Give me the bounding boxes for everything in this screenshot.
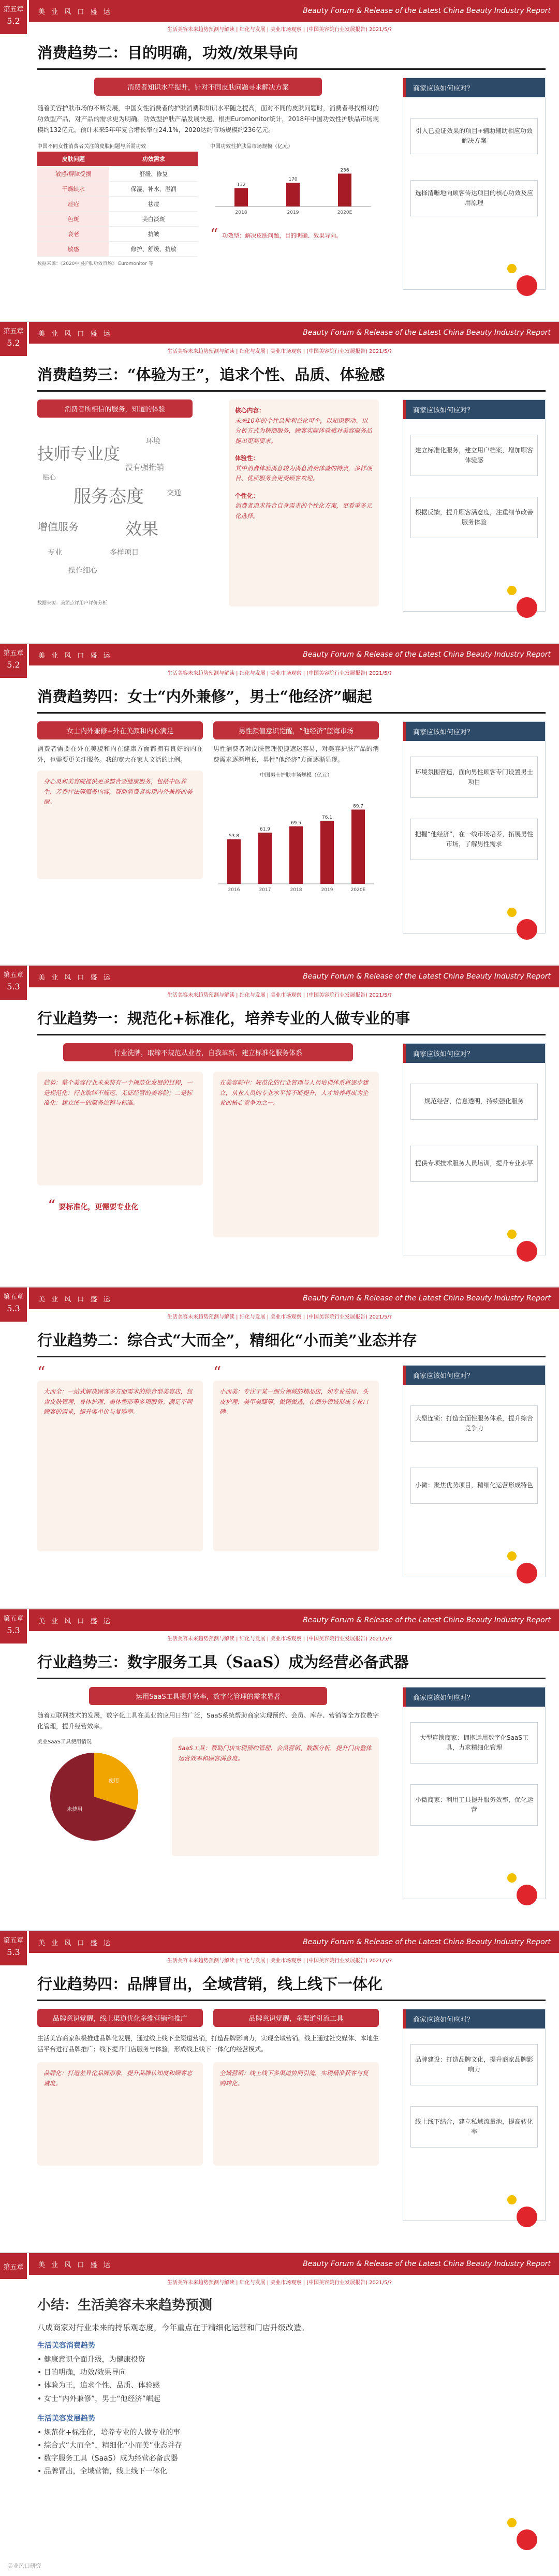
insight-card: 趋势：整个美容行业未来将有一个规范化发展的过程，一是规范化：行业取缔不规范、无证经营的美容院；二是标准化：建立统一的服务流程与标准。	[37, 1072, 203, 1186]
key-point-pill: 品牌意识觉醒，多渠道引流工具	[213, 2009, 379, 2027]
decor-dots	[507, 586, 538, 622]
table-row: 干燥缺水 保湿、补水、滋润	[37, 182, 198, 197]
title-rule	[37, 2000, 546, 2001]
chapter-badge: 第五章 5.3	[0, 1931, 29, 1965]
list-item: • 健康意识全面升级，为健康投资	[37, 2353, 522, 2366]
body-text: 男性消费者对皮肤管理便捷遮迷容易，对美容护肤产品的消费需求逐渐增长，男性“他经济”方面逐渐显现。	[213, 745, 379, 763]
bar-value-label: 53.8	[228, 833, 240, 839]
slide-consumer-trend-3	[0, 322, 559, 644]
word: 多样项目	[110, 549, 139, 557]
chart-title: 中国功效性护肤品市场规模（亿元）	[210, 144, 293, 150]
list-item: • 体验为王，追求个性、品质、体验感	[37, 2379, 522, 2392]
slide-industry-trend-2	[0, 1287, 559, 1609]
sub-header: 生活美容未来趋势预测与解读 | 细化与发展 | 美业市场观察 | (中国美容院行业发展报告) 2021/5/?	[167, 1314, 392, 1320]
response-item: 品牌建设：打造品牌文化，提升商家品牌影响力	[410, 2044, 538, 2085]
key-point-pill: 运用SaaS工具提升效率，数字化管理的需求显著	[89, 1687, 327, 1705]
summary-list	[37, 2426, 522, 2479]
bar	[258, 833, 272, 884]
skin-issues-table: 皮肤问题 功效需求 敏感/屏障受损 舒缓、修复 干燥缺水 保湿、补水、滋润 痤疮 祛痘 色斑 美白淡斑 衰老 抗皱 敏感 修护、舒缓、抗敏	[37, 152, 198, 257]
insight-card: 全域营销：线上线下多渠道协同引流，实现精准获客与复购转化。	[213, 2062, 379, 2166]
bar	[351, 809, 365, 884]
bar	[286, 183, 300, 206]
summary-list	[37, 2353, 522, 2406]
quote-mark: “	[210, 226, 218, 244]
summary-intro: 八成商家对行业未来的持乐观态度，今年重点在于精细化运营和门店升级改造。	[37, 2323, 310, 2332]
word-cloud	[37, 431, 208, 586]
table-row: 色斑 美白淡斑	[37, 212, 198, 227]
word: 没有强推销	[125, 463, 165, 472]
sub-header: 生活美容未来趋势预测与解读 | 细化与发展 | 美业市场观察 | (中国美容院行业发展报告) 2021/5/?	[167, 993, 392, 998]
response-item: 把握“他经济”，在一线市场培养，拓展男性市场，了解男性需求	[410, 819, 538, 860]
response-panel: 商家应该如何应对？ 大型连锁商家：拥抱运用数字化SaaS工具，力求精细化管理 小微商家：利用工具提升服务效率，优化运营	[403, 1687, 546, 1899]
top-bar: 美 业 风 口 盛 运 Beauty Forum & Release of the Latest China Beauty Industry Report	[0, 2253, 559, 2275]
decor-dots	[507, 1551, 538, 1588]
sub-header: 生活美容未来趋势预测与解读 | 细化与发展 | 美业市场观察 | (中国美容院行业发展报告) 2021/5/?	[167, 349, 392, 354]
insight-card: 在美容院中：规范化的行业管理与人员培训体系将逐步建立，从业人员的专业水平将不断提升，人才培养将成为企业的核心竞争力之一。	[213, 1072, 379, 1237]
chapter-badge: 第五章 5.2	[0, 0, 29, 34]
response-panel: 商家应该如何应对？ 大型连锁：打造全面性服务体系，提升综合竞争力 小微：聚焦优势项目，精细化运营形成特色	[403, 1365, 546, 1577]
key-point-pill: 男性颜值意识觉醒，“他经济”蓝海市场	[213, 721, 379, 739]
pie-slice-label: 使用	[108, 1778, 119, 1784]
decor-dots	[507, 908, 538, 944]
sub-header: 生活美容未来趋势预测与解读 | 细化与发展 | 美业市场观察 | (中国美容院行业发展报告) 2021/5/?	[167, 27, 392, 33]
chapter-badge: 第五章 5.2	[0, 644, 29, 678]
list-item: • 女士“内外兼修”，男士“他经济”崛起	[37, 2393, 522, 2406]
top-bar: 美 业 风 口 盛 运 Beauty Forum & Release of the Latest China Beauty Industry Report	[0, 966, 559, 987]
top-bar: 美 业 风 口 盛 运 Beauty Forum & Release of the Latest China Beauty Industry Report	[0, 1931, 559, 1953]
list-item: • 规范化+标准化，培养专业的人做专业的事	[37, 2426, 522, 2439]
table-source: 数据来源：《2020中国护肤功效市场》 Euromonitor 等	[37, 261, 153, 267]
insight-card: 核心内容： 未来10年的个性品种利益化可个，以知识驱动、以分析方式为精细服务，顾客实际体验感对美容服务品提出更高要求。 体验性： 其中消费体验满意较为满意消费体验的特点，多样项目、优质服务会更受顾客欢迎。 个性化： 消费者追求符合自身需求的个性化方案，更看重多元化选择。	[229, 399, 379, 606]
response-item: 引入已验证效果的项目+辅助辅助相应功效解决方案	[410, 118, 538, 154]
decor-dots	[507, 264, 538, 300]
x-tick-label: 2018	[235, 210, 247, 215]
word: 效果	[125, 519, 159, 539]
response-item: 选择清晰地向顾客传达项目的核心功效及应用原理	[410, 180, 538, 216]
key-point-pill: 女士内外兼修+外在美颜和内心满足	[37, 721, 203, 739]
chart-title: 中国男士护肤市场规模（亿元）	[260, 773, 332, 778]
slide-industry-trend-3	[0, 1609, 559, 1931]
bar	[234, 188, 248, 206]
table-row: 敏感 修护、舒缓、抗敏	[37, 242, 198, 257]
decor-dots	[507, 1230, 538, 1266]
response-item: 环境氛围营造，面向男性顾客专门设置男士项目	[410, 757, 538, 798]
sub-header: 生活美容未来趋势预测与解读 | 细化与发展 | 美业市场观察 | (中国美容院行业发展报告) 2021/5/?	[167, 671, 392, 676]
bar-value-label: 69.5	[290, 820, 302, 826]
quote-text: 要标准化，更需要专业化	[58, 1203, 139, 1211]
word: 增值服务	[37, 521, 79, 533]
chapter-badge: 第五章 5.3	[0, 1287, 29, 1322]
word: 环境	[146, 437, 160, 446]
insight-card: 大而全：一站式解决顾客多方面需求的综合型美容店，包含皮肤管理、身体护理、美体塑形等多项服务。满足不同顾客的需求，提升客单价与复购率。	[37, 1381, 203, 1551]
list-item: • 综合式“大而全”，精细化“小而美”业态并存	[37, 2439, 522, 2452]
list-item: • 品牌冒出，全域营销，线上线下一体化	[37, 2465, 522, 2478]
slide-title: 行业趋势三：数字服务工具（SaaS）成为经营必备武器	[37, 1653, 409, 1671]
bar	[320, 821, 334, 884]
word: 服务态度	[73, 486, 144, 507]
decor-dots	[507, 2518, 538, 2554]
table-row: 痤疮 祛痘	[37, 197, 198, 212]
response-panel: 商家应该如何应对？ 建立标准化服务，建立用户档案，增加顾客体验感 根据反馈，提升顾客满意度，注重细节改善服务体验	[403, 399, 546, 612]
bar-value-label: 61.9	[259, 826, 271, 832]
bar	[289, 826, 303, 884]
slide-industry-trend-4	[0, 1931, 559, 2253]
x-tick-label: 2017	[259, 887, 271, 893]
slide-title: 消费趋势三：“体验为王”，追求个性、品质、体验感	[37, 366, 385, 383]
slide-title: 消费趋势二：目的明确，功效/效果导向	[37, 44, 298, 62]
response-header: 商家应该如何应对？	[403, 78, 545, 97]
top-bar: 美 业 风 口 盛 运 Beauty Forum & Release of the Latest China Beauty Industry Report	[0, 322, 559, 344]
response-item: 提供专项技术服务人员培训，提升专业水平	[410, 1146, 538, 1182]
bar-value-label: 76.1	[321, 815, 333, 821]
response-panel: 商家应该如何应对？ 品牌建设：打造品牌文化，提升商家品牌影响力 线上线下结合，建立私域流量池，提高转化率	[403, 2009, 546, 2221]
key-point-pill: 消费者所相信的服务，知道的体验	[37, 399, 193, 418]
slide-title: 行业趋势一：规范化+标准化，培养专业的人做专业的事	[37, 1010, 410, 1027]
top-bar: 美 业 风 口 盛 运 Beauty Forum & Release of the Latest China Beauty Industry Report	[0, 1609, 559, 1631]
bar-value-label: 132	[237, 182, 246, 188]
sub-header: 生活美容未来趋势预测与解读 | 细化与发展 | 美业市场观察 | (中国美容院行业发展报告) 2021/5/?	[167, 2280, 392, 2286]
word: 交通	[167, 489, 181, 497]
response-item: 大型连锁：打造全面性服务体系，提升综合竞争力	[410, 1405, 538, 1442]
summary-group-head: 生活美容消费趋势	[37, 2342, 95, 2350]
slide-consumer-trend-4	[0, 644, 559, 966]
top-bar: 美 业 风 口 盛 运 Beauty Forum & Release of the Latest China Beauty Industry Report	[0, 1287, 559, 1309]
word: 专业	[48, 549, 62, 557]
watermark: 美业风口研究	[7, 2563, 41, 2569]
chapter-badge: 第五章	[0, 2253, 29, 2279]
key-point-pill: 行业洗牌，取缔不规范从业者，自我革新、建立标准化服务体系	[63, 1043, 353, 1061]
x-tick-label: 2019	[321, 887, 333, 893]
body-text: 随着互联网技术的发展，数字化工具在美业的应用日益广泛，SaaS系统帮助商家实现预约、会员、库存、营销等全方位数字化管理，提升经营效率。	[37, 1712, 379, 1730]
list-item: • 数字服务工具（SaaS）成为经营必备武器	[37, 2452, 522, 2465]
body-text: 随着美容护肤市场的不断发展，中国女性消费者的护肤消费和知识水平随之提高，面对不同的皮肤问题时，消费者寻找相对的功效型产品，对产品的需求更为明确。功效型护肤产品发展快速，根据Euromonitor统计，2018年中国功效性护肤品市场规模约132亿元，预计未来5年年复合增长率在24.1%，2020达约市场规模约236亿元。	[37, 105, 379, 134]
bar-value-label: 170	[288, 177, 298, 183]
x-tick-label: 2018	[290, 887, 302, 893]
key-point-pill: 品牌意识觉醒，线上渠道优化多维营销和推广	[37, 2009, 203, 2027]
pie-slice-label: 未使用	[67, 1807, 83, 1813]
response-item: 大型连锁商家：拥抱运用数字化SaaS工具，力求精细化管理	[410, 1722, 538, 1764]
word: 贴心	[42, 474, 56, 482]
table-row: 衰老 抗皱	[37, 227, 198, 242]
chart-title: 美业SaaS工具使用情况	[37, 1739, 92, 1745]
efficacy-market-chart	[210, 160, 376, 217]
title-rule	[37, 712, 546, 714]
title-rule	[37, 68, 546, 70]
sub-header: 生活美容未来趋势预测与解读 | 细化与发展 | 美业市场观察 | (中国美容院行业发展报告) 2021/5/?	[167, 1636, 392, 1642]
response-item: 规范经营，信息透明，持续强化服务	[410, 1084, 538, 1120]
insight-card: 品牌化：打造差异化品牌形象，提升品牌认知度和顾客忠诚度。	[37, 2062, 203, 2166]
word: 技师专业度	[37, 444, 121, 464]
response-item: 小微：聚焦优势项目，精细化运营形成特色	[410, 1468, 538, 1504]
title-rule	[37, 1356, 546, 1357]
decor-dots	[507, 1873, 538, 1909]
mens-market-chart	[213, 791, 379, 894]
response-item: 根据反馈，提升顾客满意度，注重细节改善服务体验	[410, 497, 538, 538]
body-text: 消费者需要在外在美貌和内在健康方面都拥有良好的内在外，也需要更关注服务。我的宽大在家人文活的比例。	[37, 745, 203, 763]
chapter-badge: 第五章 5.3	[0, 966, 29, 1000]
bar	[338, 173, 351, 206]
bar-value-label: 236	[340, 168, 349, 173]
sub-header: 生活美容未来趋势预测与解读 | 细化与发展 | 美业市场观察 | (中国美容院行业发展报告) 2021/5/?	[167, 1958, 392, 1964]
x-tick-label: 2020E	[337, 210, 352, 215]
quote-text: 功效型：解决皮肤问题，目的明确、效果导向。	[222, 232, 342, 239]
source-note: 数据来源：美团点评用户评价分析	[37, 601, 108, 606]
slide-title: 行业趋势二：综合式“大而全”，精细化“小而美”业态并存	[37, 1331, 417, 1349]
response-panel: 商家应该如何应对？ 规范经营，信息透明，持续强化服务 提供专项技术服务人员培训，提升专业水平	[403, 1043, 546, 1255]
response-item: 线上线下结合，建立私域流量池，提高转化率	[410, 2106, 538, 2148]
quote-mark: “	[213, 1364, 222, 1382]
quote-mark: “	[37, 1364, 46, 1382]
table-row: 敏感/屏障受损 舒缓、修复	[37, 167, 198, 182]
top-bar: 美 业 风 口 盛 运 Beauty Forum & Release of the Latest China Beauty Industry Report	[0, 644, 559, 665]
x-tick-label: 2019	[287, 210, 299, 215]
response-panel	[403, 78, 546, 290]
slide-title: 消费趋势四：女士“内外兼修”，男士“他经济”崛起	[37, 688, 372, 705]
quote-mark: “	[48, 1197, 56, 1215]
top-bar: 美 业 风 口 盛 运 Beauty Forum & Release of the Latest China Beauty Industry Report	[0, 0, 559, 22]
response-item: 小微商家：利用工具提升服务效率，优化运营	[410, 1784, 538, 1826]
slide-title: 行业趋势四：品牌冒出，全域营销，线上线下一体化	[37, 1975, 383, 1993]
insight-card: 小而美：专注于某一细分领域的精品店，如专业祛痘、头皮护理、美甲美睫等，做精做透，在细分领域形成专业口碑。	[213, 1381, 379, 1551]
list-item: • 目的明确，功效/效果导向	[37, 2366, 522, 2379]
summary-title: 小结：生活美容未来趋势预测	[37, 2298, 213, 2313]
insight-card: 身心灵和美容院提供更多整合型健康服务，包括中医养生、芳香疗法等服务内容，帮助消费者实现内外兼修的美丽。	[37, 771, 203, 879]
response-panel: 商家应该如何应对？ 环境氛围营造，面向男性顾客专门设置男士项目 把握“他经济”，在一线市场培养，拓展男性市场，了解男性需求	[403, 721, 546, 934]
word: 操作细心	[68, 567, 97, 575]
decor-dots	[507, 2195, 538, 2231]
table-title: 中国不同女性消费者关注的皮肤问题与所需功效	[37, 144, 146, 150]
body-text: 生活美容商家积极推进品牌化发展，通过线上线下全渠道营销，打造品牌影响力，实现全域营销。线上通过社交媒体、本地生活平台进行品牌推广；线下提升门店服务与体验，形成线上线下一体化的经营模式。	[37, 2035, 379, 2053]
slide-consumer-trend-2	[0, 0, 559, 322]
title-rule	[37, 1678, 546, 1679]
bar-value-label: 89.7	[352, 804, 364, 809]
slide-summary	[0, 2253, 559, 2575]
key-point-pill: 消费者知识水平提升，针对不同皮肤问题寻求解决方案	[94, 78, 322, 96]
bar	[227, 839, 241, 884]
saas-pie-chart	[37, 1745, 151, 1848]
insight-card: SaaS工具：帮助门店实现预约管理、会员营销、数据分析，提升门店整体运营效率和顾客满意度。	[172, 1737, 379, 1856]
title-rule	[37, 390, 546, 392]
summary-group-head: 生活美容发展趋势	[37, 2414, 95, 2423]
chapter-badge: 第五章 5.2	[0, 322, 29, 356]
x-tick-label: 2020E	[350, 887, 366, 893]
title-rule	[37, 1034, 546, 1035]
chapter-badge: 第五章 5.3	[0, 1609, 29, 1644]
x-tick-label: 2016	[228, 887, 240, 893]
response-item: 建立标准化服务，建立用户档案，增加顾客体验感	[410, 435, 538, 476]
slide-industry-trend-1	[0, 966, 559, 1287]
